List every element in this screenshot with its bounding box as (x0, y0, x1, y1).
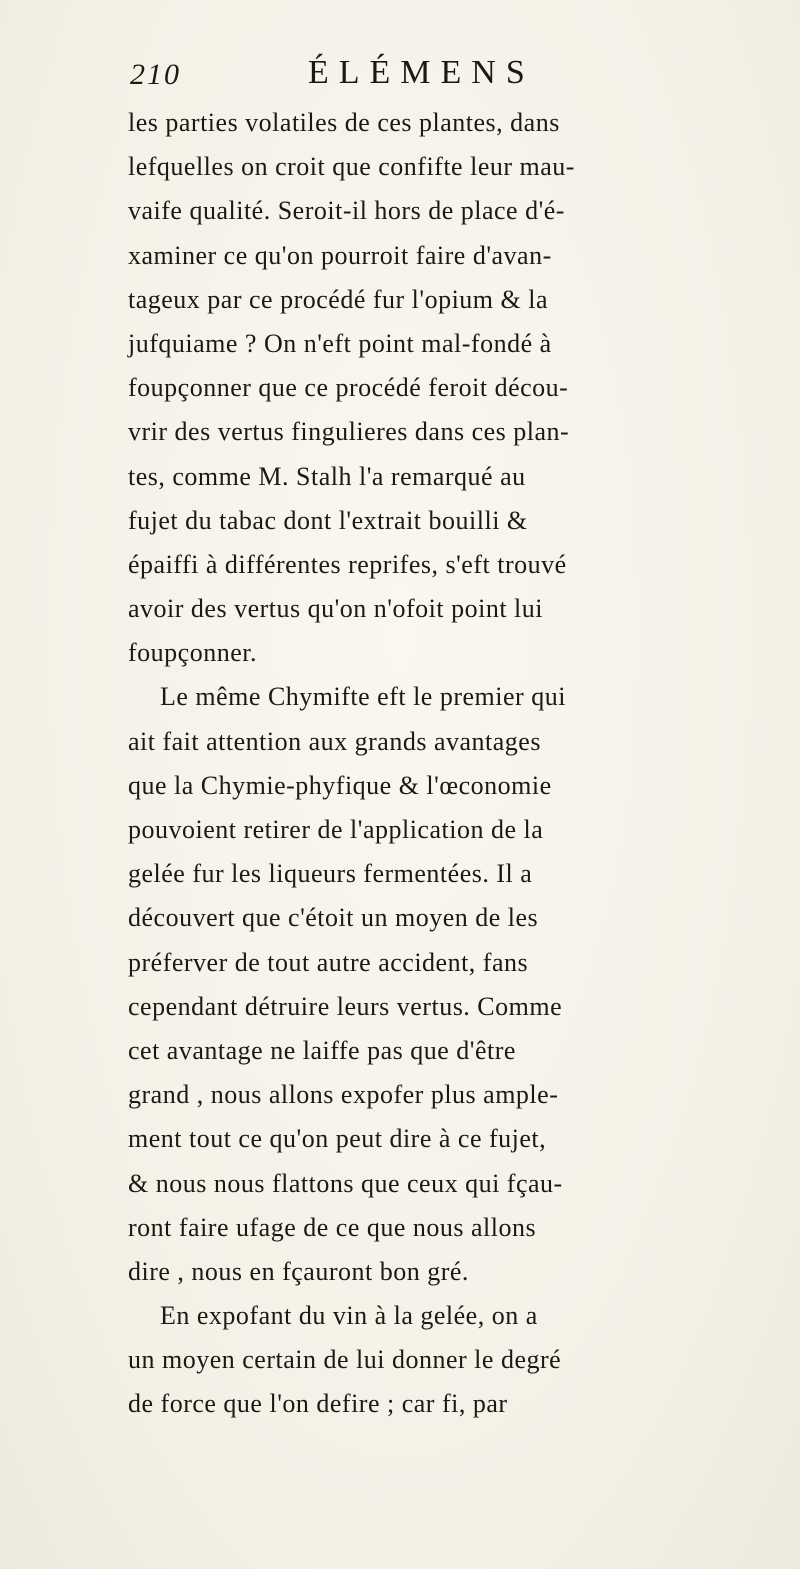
text-line: un moyen certain de lui donner le degré (128, 1345, 562, 1375)
text-line: préferver de tout autre accident, fans (128, 947, 529, 977)
text-line: jufquiame ? On n'eft point mal-fondé à (128, 328, 552, 358)
text-line: dire , nous en fçauront bon gré. (128, 1256, 469, 1286)
text-line: de force que l'on defire ; car fi, par (128, 1389, 508, 1419)
text-line: foupçonner. (128, 638, 257, 668)
text-line: ait fait attention aux grands avantages (128, 726, 541, 756)
text-line: tageux par ce procédé fur l'opium & la (128, 284, 549, 314)
text-line: fujet du tabac dont l'extrait bouilli & (128, 505, 528, 535)
paragraph-start-line: Le même Chymifte eft le premier qui (160, 682, 566, 712)
text-line: & nous nous flattons que ceux qui fçau- (128, 1168, 563, 1198)
text-line: vrir des vertus fingulieres dans ces plan- (128, 417, 570, 447)
body-text (128, 101, 798, 1427)
text-line: que la Chymie-phyfique & l'œconomie (128, 770, 552, 800)
text-line: les parties volatiles de ces plantes, dans (128, 108, 560, 137)
text-line: pouvoient retirer de l'application de la (128, 815, 544, 844)
text-line: ront faire ufage de ce que nous allons (128, 1212, 537, 1242)
text-line: vaife qualité. Seroit-il hors de place d'é- (128, 196, 565, 226)
text-line: foupçonner que ce procédé feroit décou- (128, 373, 569, 403)
text-line: ment tout ce qu'on peut dire à ce fujet, (128, 1124, 547, 1154)
text-line: grand , nous allons expofer plus ample- (128, 1080, 559, 1110)
text-line: lefquelles on croit que confifte leur mau- (128, 152, 575, 182)
paragraph-start-line: En expofant du vin à la gelée, on a (160, 1301, 538, 1331)
text-line: tes, comme M. Stalh l'a remarqué au (128, 461, 526, 491)
running-head (130, 54, 630, 98)
page-number: 210 (130, 58, 181, 91)
text-line: avoir des vertus qu'on n'ofoit point lui (128, 594, 543, 624)
text-line: cependant détruire leurs vertus. Comme (128, 991, 563, 1021)
text-line: découvert que c'étoit un moyen de les (128, 903, 539, 933)
text-line: gelée fur les liqueurs fermentées. Il a (128, 859, 533, 889)
text-line: cet avantage ne laiffe pas que d'être (128, 1035, 516, 1065)
running-title: ÉLÉMENS (308, 54, 535, 91)
text-line: xaminer ce qu'on pourroit faire d'avan- (128, 240, 552, 270)
text-line: épaiffi à différentes reprifes, s'eft trouvé (128, 549, 567, 579)
